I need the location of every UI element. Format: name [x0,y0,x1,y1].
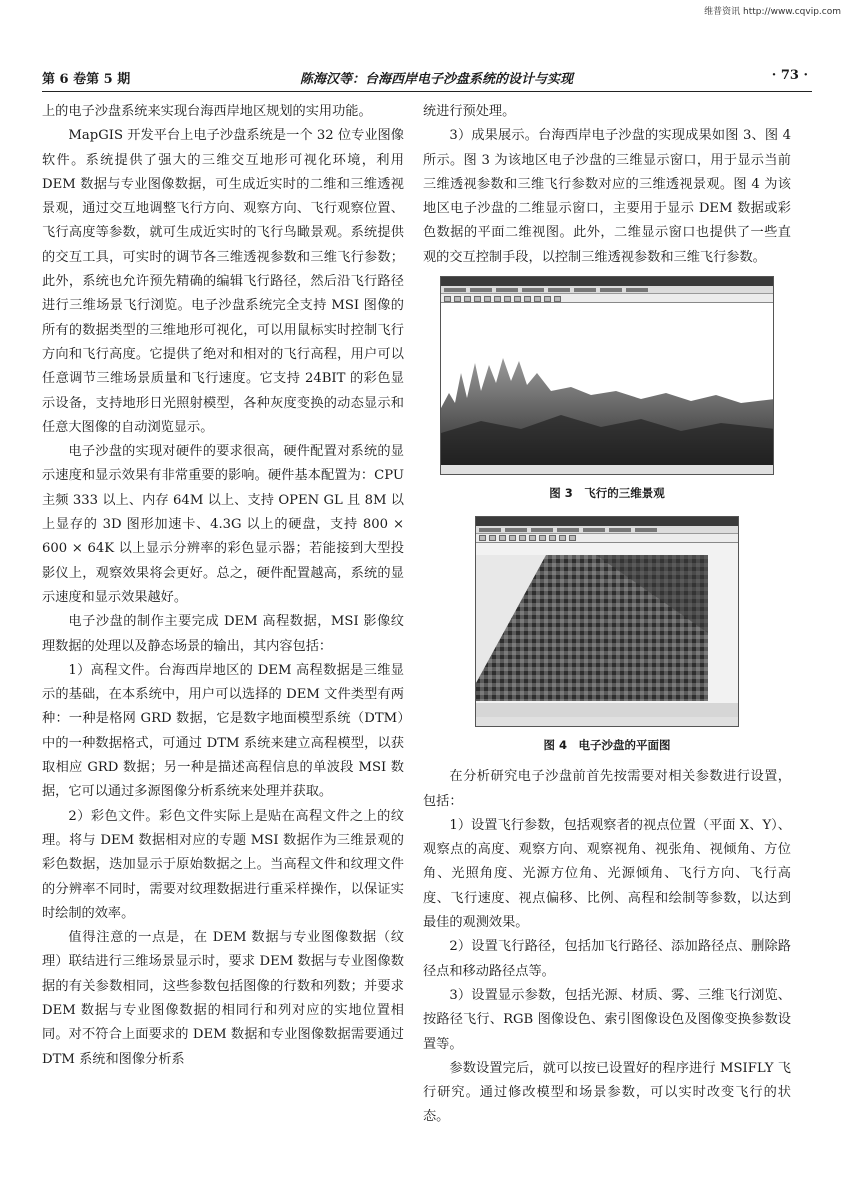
paragraph: 电子沙盘的制作主要完成 DEM 高程数据，MSI 影像纹理数据的处理以及静态场景的输出，其内容包括： [42,614,404,654]
figure-3-screenshot [440,276,774,475]
watermark: 维普资讯 http://www.cqvip.com [704,7,841,17]
paragraph: 3）成果展示。台海西岸电子沙盘的实现成果如图 3、图 4 所示。图 3 为该地区电子沙盘的三维显示窗口，用于显示当前三维透视参数和三维飞行参数对应的三维透视景观。图 4 为该地区电子沙盘的二维显示窗口，主要用于显示 DEM 数据或彩色数据的平面二维视图。此外，二维显示窗口也提供了一些直观的交互控制手段，以控制三维透视参数和三维飞行参数。 [423,128,791,265]
window-toolbar [476,534,738,543]
paragraph: MapGIS 开发平台上电子沙盘系统是一个 32 位专业图像软件。系统提供了强大的三维交互地形可视化环境，利用 DEM 数据与专业图像数据，可生成近实时的二维和三维透视景观，通过交互地调整飞行方向、观察方向、飞行观察位置、飞行高度等参数，就可生成近实时的飞行鸟瞰景观。系统提供的交互工具，可实时的调节各三维透视参数和三维飞行参数；此外，系统也允许预先精确的编辑飞行路径，然后沿飞行路径进行三维场景飞行浏览。电子沙盘系统完全支持 MSI 图像的所有的数据类型的三维地形可视化，可以用鼠标实时控制飞行方向和飞行高度。它提供了绝对和相对的飞行高程，用户可以任意调节三维场景质量和飞行速度。它支持 24BIT 的彩色显示设备，支持地形日光照射模型，各种灰度变换的动态显示和任意大图像的自动浏览显示。 [42,128,404,435]
window-titlebar [441,277,773,286]
paragraph: 3）设置显示参数，包括光源、材质、雾、三维飞行浏览、按路径飞行、RGB 图像设色、索引图像设色及图像变换参数设置等。 [423,987,791,1052]
running-header [42,66,812,92]
paragraph: 在分析研究电子沙盘前首先按需要对相关参数进行设置，包括： [423,769,791,809]
figure-4-screenshot [475,516,739,727]
terrain-3d-view [441,303,774,465]
window-menubar [441,286,773,294]
window-titlebar [476,517,738,526]
figure-4-caption: 图 4 电子沙盘的平面图 [543,737,671,752]
paragraph: 1）高程文件。台海西岸地区的 DEM 高程数据是三维显示的基础，在本系统中，用户可以选择的 DEM 文件类型有两种：一种是格网 GRD 数据，它是数字地面模型系统（DTM）中的一种数据格式，可通过 DTM 系统来建立高程模型，以获取相应 GRD 数据；另一种是描述高程信息的单波段 MSI 数据，它可以通过多源图像分析系统来处理并获取。 [42,662,404,800]
right-bottom-text [423,765,791,1129]
paragraph: 上的电子沙盘系统来实现台海西岸地区规划的实用功能。 [42,104,372,119]
paragraph: 参数设置完后，就可以按已设置好的程序进行 MSIFLY 飞行研究。通过修改模型和场景参数，可以实时改变飞行的状态。 [423,1060,791,1125]
window-menubar [476,526,738,534]
terrain-2d-view [476,543,739,717]
page-number: · 73 · [771,68,808,83]
left-column [42,100,404,1072]
figure-3-caption: 图 3 飞行的三维景观 [549,486,665,501]
paragraph: 2）设置飞行路径，包括加飞行路径、添加路径点、删除路径点和移动路径点等。 [423,939,791,979]
paragraph: 1）设置飞行参数，包括观察者的视点位置（平面 X、Y）、观察点的高度、观察方向、观察视角、视张角、视倾角、方位角、光照角度、光源方位角、光源倾角、飞行方向、飞行高度、飞行速度、视点偏移、比例、高程和绘制等参数，以达到最佳的观测效果。 [423,817,791,931]
paragraph: 2）彩色文件。彩色文件实际上是贴在高程文件之上的纹理。将与 DEM 数据相对应的专题 MSI 数据作为三维景观的彩色数据，迭加显示于原始数据之上。当高程文件和纹理文件的分辨率不同时，需要对纹理数据进行重采样操作，以保证实时绘制的效率。 [42,808,404,921]
window-toolbar [441,294,773,303]
paragraph: 电子沙盘的实现对硬件的要求很高，硬件配置对系统的显示速度和显示效果有非常重要的影响。硬件基本配置为：CPU 主频 333 以上、内存 64M 以上、支持 OPEN GL 且 8M 以上显存的 3D 图形加速卡、4.3G 以上的硬盘，支持 800 × 600 × 64K 以上显示分辨率的彩色显示器；若能接到大型投影仪上，观察效果将会更好。总之，硬件配置越高，系统的显示速度和显示效果越好。 [42,444,404,605]
paragraph: 值得注意的一点是，在 DEM 数据与专业图像数据（纹理）联结进行三维场景显示时，要求 DEM 数据与专业图像数据的有关参数相同，这些参数包括图像的行数和列数；并要求 DEM 数据与专业图像数据的相同行和列对应的实地位置相同。对不符合上面要求的 DEM 数据和专业图像数据需要通过 DTM 系统和图像分析系 [42,930,404,1067]
volume-issue: 第 6 卷第 5 期 [42,72,131,87]
paragraph: 统进行预处理。 [423,104,516,119]
right-column [423,100,791,1130]
running-title: 陈海汉等：台海西岸电子沙盘系统的设计与实现 [300,72,574,87]
